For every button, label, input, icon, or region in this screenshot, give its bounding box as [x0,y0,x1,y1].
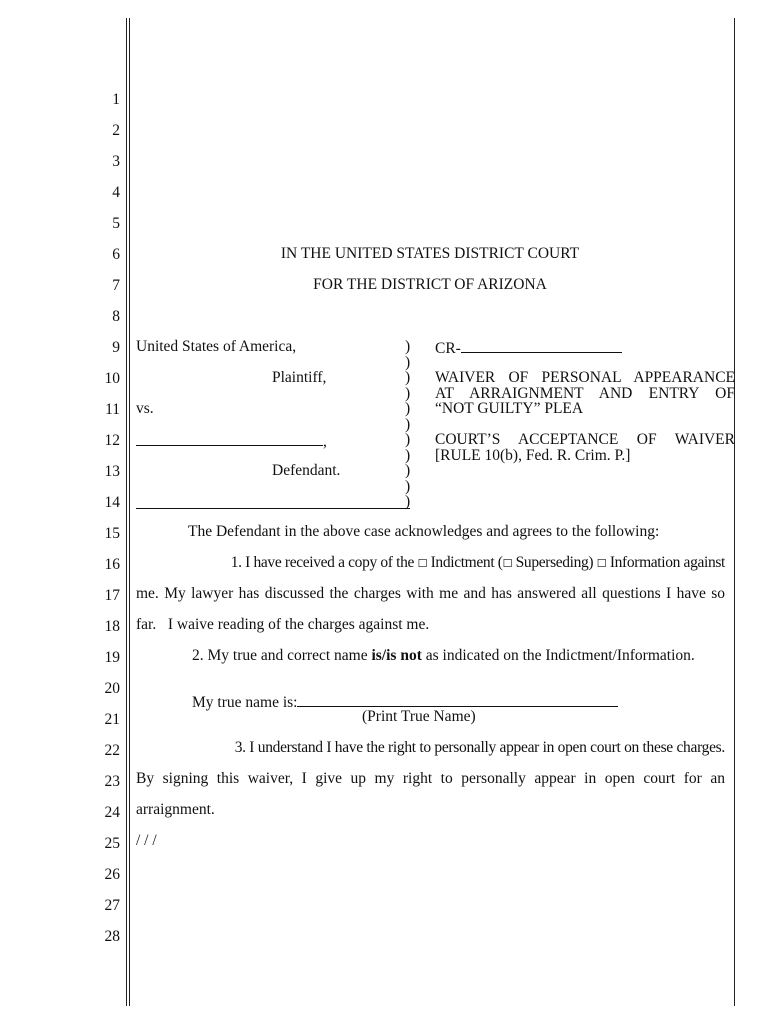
line-number: 24 [104,804,120,821]
line-number: 16 [104,556,120,573]
paragraph-2 [192,647,695,665]
checkbox-information[interactable]: ☐ [596,557,607,570]
caption-paren: ) [405,353,411,371]
line-number: 6 [112,246,120,263]
caption-paren: ) [405,369,411,386]
p1-text-d: Information against [609,554,725,571]
line-number: 26 [104,866,120,883]
line-number: 9 [112,339,120,356]
true-name-label: My true name is: [192,694,298,711]
caption-paren: ) [405,462,411,479]
document-title-line-3: “NOT GUILTY” PLEA [435,400,584,417]
line-number: 13 [104,463,120,480]
checkbox-indictment[interactable]: ☐ [417,557,428,570]
right-margin-rule [734,18,735,1006]
caption-paren: ) [405,477,411,495]
line-number: 17 [104,587,120,604]
court-acceptance-line-2: [RULE 10(b), Fed. R. Crim. P.] [435,446,631,464]
court-acceptance-line-1: COURT’S ACCEPTANCE OF WAIVER [435,431,735,448]
line-number: 15 [104,525,120,542]
paragraph-3-line-24: arraignment. [136,801,215,818]
line-number: 5 [112,215,120,232]
document-title [435,370,735,417]
continuation-marker: / / / [136,832,157,849]
versus-label: vs. [136,400,154,417]
line-number: 14 [104,494,120,511]
line-number: 20 [104,680,120,697]
print-true-name-caption: (Print True Name) [362,708,476,725]
left-margin-rule-inner [129,18,130,1006]
line-number: 25 [104,835,120,852]
line-number: 28 [104,928,120,945]
line-number: 7 [112,277,120,294]
document-title-line-2: AT ARRAIGNMENT AND ENTRY OF [435,384,735,402]
document-title-line-1: WAIVER OF PERSONAL APPEARANCE [435,369,735,386]
court-name: IN THE UNITED STATES DISTRICT COURT [280,245,580,262]
caption-paren: ) [405,400,411,417]
caption-paren: ) [405,431,411,448]
plaintiff-role: Plaintiff, [272,369,327,386]
line-number: 27 [104,897,120,914]
line-number: 4 [112,184,120,201]
line-number: 12 [104,432,120,449]
p1-text-c: Superseding) [515,554,594,571]
caption-paren: ) [405,415,411,433]
line-number: 3 [112,153,120,170]
case-number-prefix: CR- [435,340,461,357]
p1-text-b: Indictment ( [430,554,503,571]
paragraph-3-line-22: 3. I understand I have the right to personally appear in open court on these charges. [234,739,725,756]
caption-paren: ) [405,338,411,355]
caption-paren: ) [405,384,411,402]
line-number: 18 [104,618,120,635]
line-number: 10 [104,370,120,387]
left-margin-rule-outer [126,18,127,1006]
defendant-role: Defendant. [272,462,341,479]
court-district: FOR THE DISTRICT OF ARIZONA [313,276,547,293]
plaintiff-name: United States of America, [136,338,297,355]
p2-bold-option: is/is not [371,647,422,664]
p2-text-a: 2. My true and correct name [192,647,368,664]
defendant-comma: , [323,433,327,450]
line-number: 22 [104,742,120,759]
caption-bottom-rule [136,508,410,509]
intro-paragraph: The Defendant in the above case acknowledges and agrees to the following: [188,523,660,540]
caption-paren: ) [405,446,411,464]
paragraph-1-line-16 [136,554,725,573]
defendant-name-field[interactable] [136,431,327,451]
paragraph-1-line-17: me. My lawyer has discussed the charges with me and has answered all questions I have so [136,585,725,602]
court-acceptance [435,432,735,463]
line-number: 2 [112,122,120,139]
line-number: 1 [112,91,120,108]
line-number: 8 [112,308,120,325]
p1-text-a: 1. I have received a copy of the [230,554,415,571]
p2-text-b: as indicated on the Indictment/Information. [425,647,695,664]
line-number: 19 [104,649,120,666]
checkbox-superseding[interactable]: ☐ [502,557,513,570]
paragraph-1-line-18: far. I waive reading of the charges against me. [136,616,430,633]
line-number: 11 [105,401,120,418]
line-number: 23 [104,773,120,790]
case-number-field[interactable] [435,338,622,358]
line-number: 21 [104,711,120,728]
paragraph-3-line-23: By signing this waiver, I give up my right to personally appear in open court for an [136,770,725,787]
caption-paren: ) [405,493,411,510]
